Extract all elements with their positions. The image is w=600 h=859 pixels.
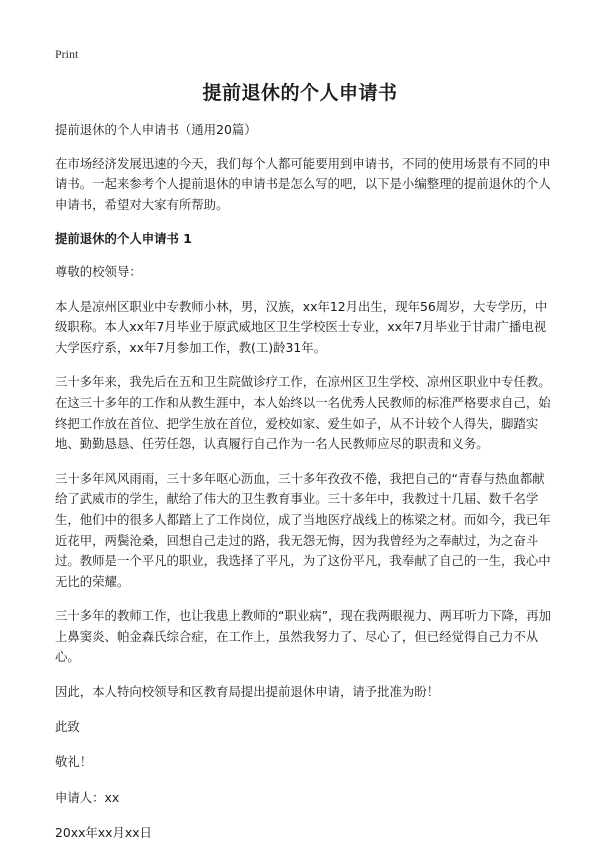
applicant-line: 申请人：xx xyxy=(55,789,120,805)
document-subtitle: 提前退休的个人申请书（通用20篇） xyxy=(55,122,257,137)
body-paragraph-3: 三十多年风风雨雨，三十多年呕心沥血，三十多年孜孜不倦，我把自己的“青春与热血都献给了武威市的学生，献给了伟大的卫生教育事业。三十多年中，我教过十几届、数千名学生，他们中的很多人都踏上了工作岗位，成了当地医疗战线上的栋梁之材。而如今，我已年近花甲，两鬓沧桑，回想自己走过的路，我无怨无悔，因为我曾经为之奉献过，为之奋斗过。教师是一个平凡的职业，我选择了平凡，为了这份平凡，我奉献了自己的一生，我心中无比的荣耀。 xyxy=(55,470,551,589)
body-paragraph-2: 三十多年来，我先后在五和卫生院做诊疗工作，在凉州区卫生学校、凉州区职业中专任教。在这三十多年的工作和从教生涯中，本人始终以一名优秀人民教师的标准严格要求自己，始终把工作放在首位、把学生放在首位，爱校如家、爱生如子，从不计较个人得失，脚踏实地、勤勤恳恳、任劳任怨，认真履行自己作为一名人民教师应尽的职责和义务。 xyxy=(55,374,551,452)
salutation: 尊敬的校领导： xyxy=(55,263,142,279)
signature-block xyxy=(55,717,555,844)
date-line: 20xx年xx月xx日 xyxy=(55,825,152,841)
body-paragraph-1: 本人是凉州区职业中专教师小林，男，汉族，xx年12月出生，现年56周岁，大专学历，中级职称。本人xx年7月毕业于原武威地区卫生学校医士专业，xx年7月毕业于甘肃广播电视大学医疗系，xx年7月参加工作，教(工)龄31年。 xyxy=(55,298,548,355)
print-link[interactable]: Print xyxy=(55,47,79,61)
section-heading: 提前退休的个人申请书 1 xyxy=(55,231,192,247)
document-body xyxy=(55,120,555,859)
body-paragraph-4: 三十多年的教师工作，也让我患上教师的“职业病”，现在我两眼视力、两耳听力下降，再加上鼻窦炎、帕金森氏综合症，在工作上，虽然我努力了、尽心了，但已经觉得自己力不从心。 xyxy=(55,608,552,665)
closing-line-2: 敬礼！ xyxy=(55,754,93,770)
document-title: 提前退休的个人申请书 xyxy=(202,82,398,104)
closing-line-1: 此致 xyxy=(55,718,80,734)
body-paragraph-5: 因此，本人特向校领导和区教育局提出提前退休申请，请予批准为盼！ xyxy=(55,684,440,700)
intro-paragraph: 在市场经济发展迅速的今天，我们每个人都可能要用到申请书，不同的使用场景有不同的申请书。一起来参考个人提前退休的申请书是怎么写的吧，以下是小编整理的提前退休的个人申请书，希望对大家有所帮助。 xyxy=(55,155,551,212)
